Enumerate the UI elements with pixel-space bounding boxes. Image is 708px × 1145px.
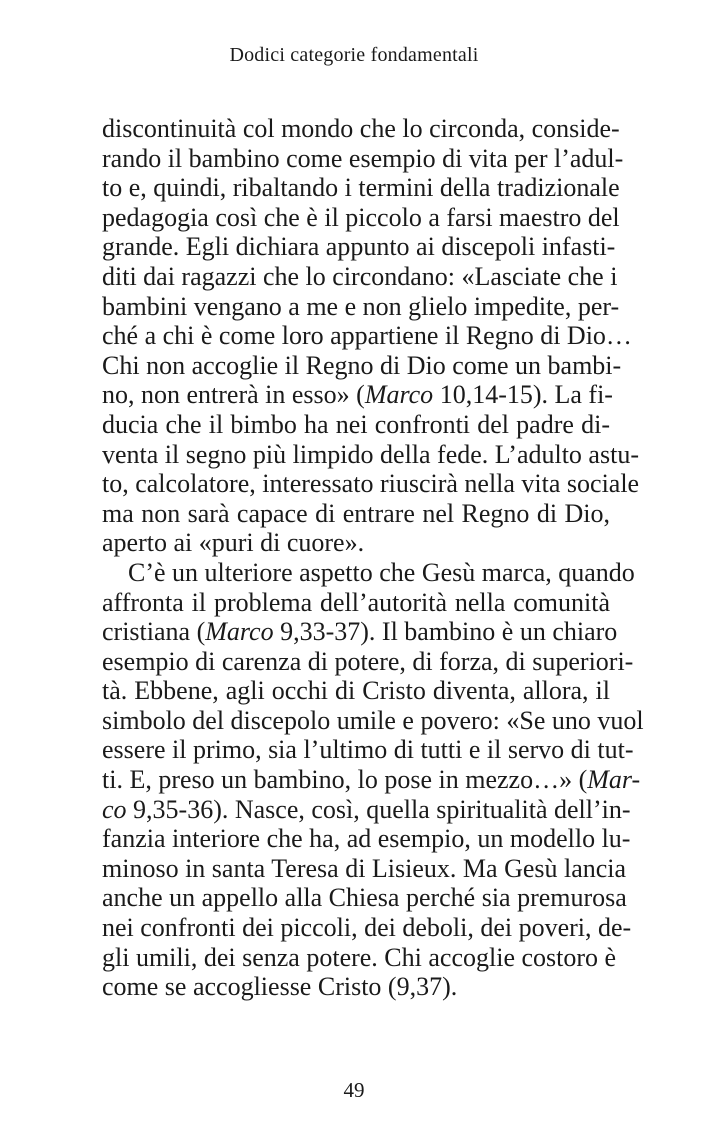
text-run: simbolo del discepolo umile e povero: «Se uno vuol (102, 705, 644, 735)
italic-citation: co (102, 794, 127, 824)
text-line (102, 202, 620, 233)
text-run: come se accogliesse Cristo (9,37). (102, 972, 458, 1002)
text-line (102, 588, 610, 618)
text-run: Chi non accoglie il Regno di Dio come un bambi- (102, 350, 622, 380)
text-run: to, calcolatore, interessato riuscirà nella vita sociale (102, 469, 640, 499)
page-number: 49 (343, 1078, 365, 1102)
text-run: rando il bambino come esempio di vita per l’adul- (102, 143, 624, 173)
text-run: diti dai ragazzi che lo circondano: «Lasciate che i (102, 261, 618, 291)
italic-citation: Marco (364, 380, 434, 410)
text-run: gli umili, dei senza potere. Chi accoglie costoro è (102, 942, 617, 972)
text-run: essere il primo, sia l’ultimo di tutti e il servo di tut- (102, 735, 634, 765)
text-line (102, 321, 632, 351)
text-run: ma non sarà capace di entrare nel Regno di Dio, (102, 498, 610, 528)
text-run: cristiana ( (102, 617, 206, 647)
running-head-title: Dodici categorie fondamentali (229, 44, 479, 66)
italic-citation: Mar- (587, 765, 641, 795)
text-line (102, 705, 644, 736)
text-line (102, 794, 631, 825)
text-run: anche un appello alla Chiesa perché sia premurosa (102, 883, 627, 913)
text-line (102, 765, 641, 795)
paragraph-1 (102, 114, 640, 558)
text-line (102, 261, 618, 292)
text-run: no, non entrerà in esso» ( (102, 380, 365, 410)
text-run: ché a chi è come loro appartiene il Regno di Dio… (102, 321, 632, 351)
text-run: ducia che il bimbo ha nei confronti del padre di- (102, 409, 610, 439)
text-run: nei confronti dei piccoli, dei deboli, dei poveri, de- (102, 913, 632, 943)
italic-citation: Marco (205, 617, 274, 647)
text-run: tà. Ebbene, agli occhi di Cristo diventa, allora, il (102, 676, 610, 706)
text-run: pedagogia così che è il piccolo a farsi maestro del (102, 202, 620, 232)
text-line (102, 676, 610, 706)
text-line (102, 942, 617, 973)
text-line (102, 439, 639, 470)
text-line (102, 972, 610, 1002)
text-line (102, 173, 620, 203)
text-line (102, 735, 634, 765)
text-line (102, 883, 627, 913)
text-line (102, 617, 618, 647)
text-line (102, 469, 640, 499)
text-run: C’è un ulteriore aspetto che Gesù marca, quando (128, 557, 635, 587)
text-line (102, 528, 610, 558)
text-run: bambini vengano a me e non glielo impedite, per- (102, 291, 620, 321)
text-line (102, 913, 632, 943)
text-run: affronta il problema dell’autorità nella comunità (102, 587, 610, 617)
text-line (102, 824, 631, 854)
text-run: fanzia interiore che ha, ad esempio, un modello lu- (102, 824, 631, 854)
text-run: venta il segno più limpido della fede. L’adulto astu- (102, 439, 639, 469)
text-line (102, 557, 635, 588)
text-run: esempio di carenza di potere, di forza, di superiori- (102, 646, 634, 676)
text-line (102, 232, 616, 262)
text-run: 10,14-15). La fi- (433, 380, 613, 410)
text-run: aperto ai «puri di cuore». (102, 528, 365, 558)
text-line (102, 410, 610, 440)
paragraph-2 (102, 557, 644, 1002)
text-run: to e, quindi, ribaltando i termini della tradizionale (102, 173, 620, 203)
text-line (102, 143, 624, 174)
body-text (102, 114, 644, 1002)
text-line (102, 499, 610, 529)
text-line (102, 350, 622, 381)
text-line (102, 380, 613, 410)
text-run: ti. E, preso un bambino, lo pose in mezzo…» ( (102, 765, 588, 795)
text-line (102, 114, 620, 144)
text-run: 9,35-36). Nasce, così, quella spiritualità dell’in- (126, 794, 631, 824)
text-line (102, 853, 627, 884)
text-line (102, 646, 634, 677)
text-run: discontinuità col mondo che lo circonda, conside- (102, 114, 620, 143)
text-line (102, 291, 620, 322)
text-run: 9,33-37). Il bambino è un chiaro (273, 617, 618, 647)
text-run: minoso in santa Teresa di Lisieux. Ma Gesù lancia (102, 853, 627, 883)
text-run: grande. Egli dichiara appunto ai discepoli infasti- (102, 232, 616, 262)
